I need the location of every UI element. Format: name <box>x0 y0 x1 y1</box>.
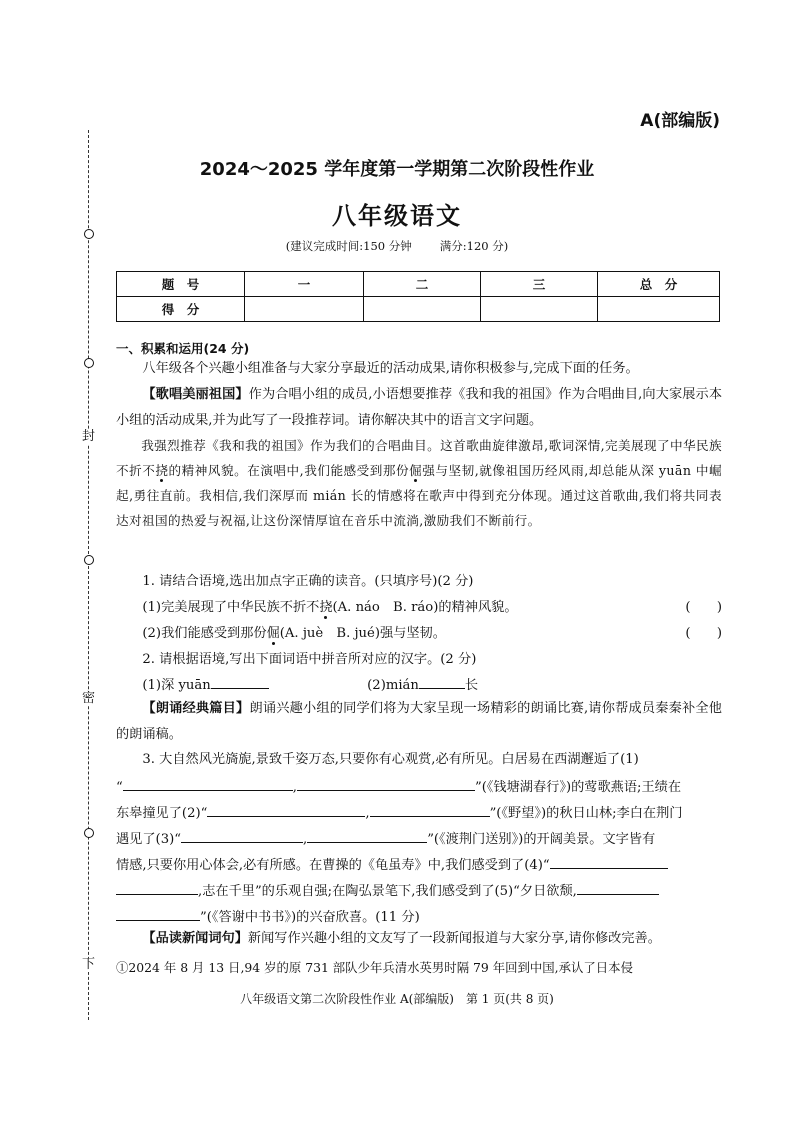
question-text: , <box>365 806 370 821</box>
question-3-line <box>116 802 722 821</box>
score-table <box>116 271 720 322</box>
page-footer: 八年级语文第二次阶段性作业 A(部编版) 第 1 页(共 8 页) <box>240 992 554 1006</box>
table-row <box>117 272 720 297</box>
answer-blank[interactable] <box>123 776 293 791</box>
question-text: ”(《渡荆门送别》)的开阔美景。文字皆有 <box>427 832 656 847</box>
question-1: 1. 请结合语境,选出加点字正确的读音。(只填序号)(2 分) <box>142 574 474 589</box>
answer-paren[interactable]: ( ) <box>685 600 722 615</box>
task2-text: 朗诵兴趣小组的同学们将为大家呈现一场精彩的朗诵比赛,请你帮成员秦秦补全他的朗诵稿。 <box>116 701 722 742</box>
question-text: ”(《野望》)的秋日山林;李白在荆门 <box>489 806 683 821</box>
dotted-char: 挠 <box>319 600 333 615</box>
binding-char: 密 <box>82 691 96 706</box>
question-text: , <box>292 780 297 795</box>
question-3-line <box>116 906 722 925</box>
score-cell[interactable] <box>245 297 364 322</box>
binding-ring <box>84 828 94 838</box>
binding-ring <box>84 358 94 368</box>
question-3-line <box>116 776 722 795</box>
recommendation-passage <box>116 433 722 533</box>
question-text: (A. juè B. jué)强与坚韧。 <box>279 626 446 641</box>
task3-text: 新闻写作兴趣小组的文友写了一段新闻报道与大家分享,请你修改完善。 <box>247 931 661 946</box>
answer-blank[interactable] <box>116 906 200 921</box>
binding-char: 下 <box>82 957 96 972</box>
dotted-char: 倔 <box>266 626 280 641</box>
question-2-items <box>116 674 722 693</box>
task1-text: 作为合唱小组的成员,小语想要推荐《我和我的祖国》作为合唱曲目,向大家展示本小组的活动成果,并为此写了一段推荐词。请你解决其中的语言文字问题。 <box>116 387 723 428</box>
dotted-char: 挠 <box>155 463 169 478</box>
score-cell[interactable] <box>481 297 598 322</box>
time-label: (建议完成时间:150 分钟 <box>285 239 412 253</box>
question-text: 遇见了(3)“ <box>116 832 181 847</box>
table-cell: 二 <box>364 272 481 297</box>
question-text: (1)深 yuān <box>142 678 211 693</box>
answer-blank[interactable] <box>550 854 668 869</box>
question-text: (2)我们能感受到那份 <box>142 626 267 641</box>
subject-title: 八年级语文 <box>332 202 462 230</box>
edition-label: A(部编版) <box>640 111 720 131</box>
question-text: “ <box>116 780 123 795</box>
question-text: 东皋撞见了(2)“ <box>116 806 208 821</box>
table-cell: 题 号 <box>117 272 245 297</box>
answer-blank[interactable] <box>577 880 659 895</box>
answer-blank[interactable] <box>211 674 269 689</box>
question-1-2 <box>116 622 722 641</box>
binding-ring <box>84 555 94 565</box>
question-text: ”(《钱塘湖春行》)的莺歌燕语;王绩在 <box>474 780 682 795</box>
task1-tag: 【歌唱美丽祖国】 <box>142 387 249 402</box>
section-heading: 一、积累和运用(24 分) <box>116 341 250 356</box>
answer-paren[interactable]: ( ) <box>685 626 722 641</box>
question-text: ,志在千里”的乐观自强;在陶弘景笔下,我们感受到了(5)“夕日欲颓, <box>198 884 577 899</box>
binding-line <box>88 130 90 1020</box>
table-cell: 得 分 <box>117 297 245 322</box>
time-score-info <box>0 238 794 254</box>
task1-paragraph <box>116 382 722 434</box>
table-cell: 总 分 <box>598 272 720 297</box>
answer-blank[interactable] <box>370 802 490 817</box>
dotted-char: 倔 <box>409 463 423 478</box>
answer-blank[interactable] <box>116 880 198 895</box>
answer-blank[interactable] <box>419 674 465 689</box>
question-text: (A. náo B. ráo)的精神风貌。 <box>332 600 518 615</box>
passage-text: 的精神风貌。在演唱中,我们能感受到那份 <box>168 463 410 478</box>
task2-paragraph <box>116 696 722 748</box>
question-1-1 <box>116 596 722 615</box>
question-3-line <box>116 854 722 873</box>
task3-tag: 【品读新闻词句】 <box>142 931 248 946</box>
passage-text: 我强烈推荐《我和我的祖国》作为我们的合唱曲目。这首歌曲旋律激昂,歌词深情,完美展现了中华民族不折不 <box>116 438 722 478</box>
news-line: ①2024 年 8 月 13 日,94 岁的原 731 部队少年兵清水英男时隔 79 年回到中国,承认了日本侵 <box>116 960 633 975</box>
question-text: ”(《答谢中书书》)的兴奋欣喜。(11 分) <box>200 910 420 925</box>
table-cell: 一 <box>245 272 364 297</box>
score-cell[interactable] <box>598 297 720 322</box>
score-label: 满分:120 分) <box>439 239 509 253</box>
answer-blank[interactable] <box>307 828 427 843</box>
answer-blank[interactable] <box>181 828 303 843</box>
table-cell: 三 <box>481 272 598 297</box>
question-text: 情感,只要你用心体会,必有所感。在曹操的《龟虽寿》中,我们感受到了(4)“ <box>116 858 550 873</box>
question-text: 长 <box>464 678 479 693</box>
question-text: (2)mián <box>367 678 419 693</box>
table-row <box>117 297 720 322</box>
task2-tag: 【朗诵经典篇目】 <box>142 701 250 716</box>
passage-text: 强与坚韧,就像祖国历经风雨,却总能从深 yuān 中崛起,勇往直前。我相信,我们深厚而 mián 长的情感将在歌声中得到充分体现。通过这首歌曲,我们将共同表达对祖国的热爱与祝福,让这份深情厚谊在音乐中流淌,激励我们不断前行。 <box>116 463 722 528</box>
score-cell[interactable] <box>364 297 481 322</box>
question-3-line <box>116 880 722 899</box>
question-3: 3. 大自然风光旖旎,景致千姿万态,只要你有心观赏,必有所见。白居易在西湖邂逅了(1) <box>142 752 639 767</box>
answer-blank[interactable] <box>207 802 365 817</box>
task3-paragraph <box>116 926 722 952</box>
question-3-line <box>116 828 722 847</box>
answer-blank[interactable] <box>297 776 475 791</box>
question-2: 2. 请根据语境,写出下面词语中拼音所对应的汉字。(2 分) <box>142 652 477 667</box>
section-intro: 八年级各个兴趣小组准备与大家分享最近的活动成果,请你积极参与,完成下面的任务。 <box>142 361 639 376</box>
question-text: , <box>302 832 308 847</box>
question-text: (1)完美展现了中华民族不折不 <box>142 600 320 615</box>
binding-char: 封 <box>82 429 96 444</box>
exam-title: 2024～2025 学年度第一学期第二次阶段性作业 <box>199 159 595 180</box>
